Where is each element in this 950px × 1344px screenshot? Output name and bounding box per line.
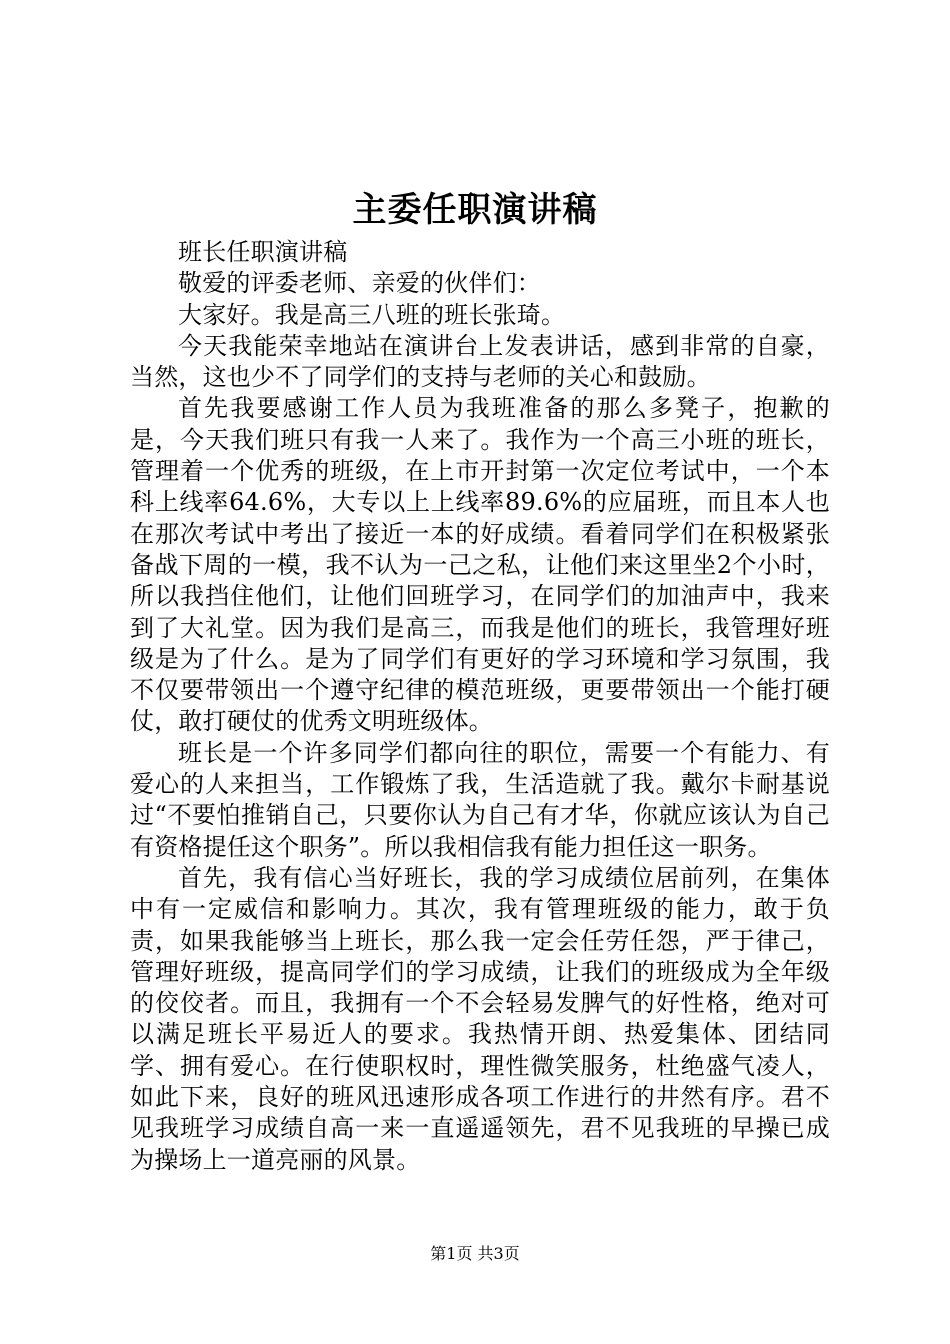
paragraph-subtitle: 班长任职演讲稿 xyxy=(178,238,348,266)
paragraph-body: 今天我能荣幸地站在演讲台上发表讲话，感到非常的自豪，当然，这也少不了同学们的支持与老师的关心和鼓励。 xyxy=(130,331,830,392)
paragraph-body: 班长是一个许多同学们都向往的职位，需要一个有能力、有爱心的人来担当，工作锻炼了我，生活造就了我。戴尔卡耐基说过“不要怕推销自己，只要你认为自己有才华，你就应该认为自己有资格提任这个职务”。所以我相信我有能力担任这一职务。 xyxy=(130,738,830,861)
paragraph-body: 首先，我有信心当好班长，我的学习成绩位居前列，在集体中有一定威信和影响力。其次，我有管理班级的能力，敢于负责，如果我能够当上班长，那么我一定会任劳任怨，严于律己，管理好班级，提高同学们的学习成绩，让我们的班级成为全年级的佼佼者。而且，我拥有一个不会轻易发脾气的好性格，绝对可以满足班长平易近人的要求。我热情开朗、热爱集体、团结同学、拥有爱心。在行使职权时，理性微笑服务，杜绝盛气凌人，如此下来，良好的班风迅速形成各项工作进行的井然有序。君不见我班学习成绩自高一来一直遥遥领先，君不见我班的早操已成为操场上一道亮丽的风景。 xyxy=(130,863,830,1174)
paragraph-greeting: 敬爱的评委老师、亲爱的伙伴们： xyxy=(178,269,541,298)
document-title: 主委任职演讲稿 xyxy=(352,190,598,230)
page-number-footer: 第1页 共3页 xyxy=(430,1244,520,1263)
paragraph-body: 首先我要感谢工作人员为我班准备的那么多凳子，抱歉的是，今天我们班只有我一人来了。我作为一个高三小班的班长，管理着一个优秀的班级，在上市开封第一次定位考试中，一个本科上线率64.6%，大专以上上线率89.6%的应届班，而且本人也在那次考试中考出了接近一本的好成绩。看着同学们在积极紧张备战下周的一模，我不认为一己之私，让他们来这里坐2个小时，所以我挡住他们，让他们回班学习，在同学们的加油声中，我来到了大礼堂。因为我们是高三，而我是他们的班长，我管理好班级是为了什么。是为了同学们有更好的学习环境和学习氛围，我不仅要带领出一个遵守纪律的模范班级，更要带领出一个能打硬仗，敢打硬仗的优秀文明班级体。 xyxy=(130,394,830,736)
paragraph-intro: 大家好。我是高三八班的班长张琦。 xyxy=(178,300,566,329)
document-body xyxy=(130,237,830,1176)
